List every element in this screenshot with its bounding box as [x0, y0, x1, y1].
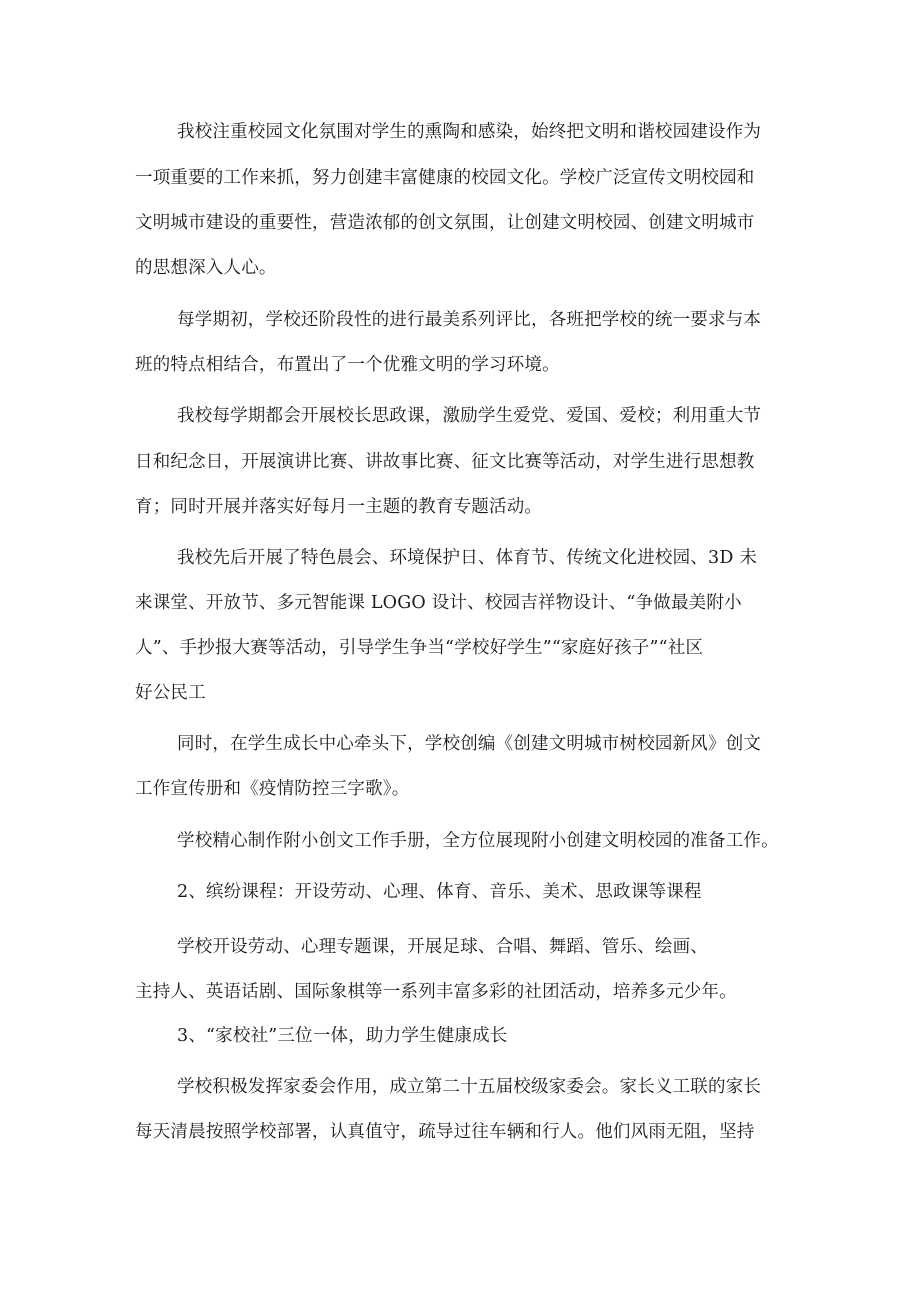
paragraph-7-line-2: 主持人、英语话剧、国际象棋等一系列丰富多彩的社团活动，培养多元少年。: [135, 982, 737, 1002]
section-heading-2: 2、缤纷课程：开设劳动、心理、体育、音乐、美术、思政课等课程: [177, 882, 702, 902]
paragraph-2-line-1: 每学期初，学校还阶段性的进行最美系列评比，各班把学校的统一要求与本: [177, 310, 762, 330]
paragraph-5-line-2: 工作宣传册和《疫情防控三字歌》。: [135, 779, 410, 799]
paragraph-5-line-1: 同时，在学生成长中心牵头下，学校创编《创建文明城市树校园新风》创文: [177, 734, 762, 754]
paragraph-4-line-4: 好公民工: [135, 683, 206, 703]
paragraph-4-line-1: 我校先后开展了特色晨会、环境保护日、体育节、传统文化进校园、3D 未: [177, 548, 758, 568]
paragraph-1-line-1: 我校注重校园文化氛围对学生的熏陶和感染，始终把文明和谐校园建设作为: [177, 122, 762, 142]
paragraph-7-line-1: 学校开设劳动、心理专题课，开展足球、合唱、舞蹈、管乐、绘画、: [177, 937, 708, 957]
paragraph-4-line-3: 人”、手抄报大赛等活动，引导学生争当“学校好学生”“家庭好孩子”“社区: [135, 638, 704, 658]
paragraph-2-line-2: 班的特点相结合，布置出了一个优雅文明的学习环境。: [135, 355, 560, 375]
paragraph-4-line-2: 来课堂、开放节、多元智能课 LOGO 设计、校园吉祥物设计、“争做最美附小: [135, 593, 742, 613]
paragraph-3-line-3: 育；同时开展并落实好每月一主题的教育专题活动。: [135, 497, 543, 517]
paragraph-8-line-2: 每天清晨按照学校部署，认真值守，疏导过往车辆和行人。他们风雨无阻，坚持: [135, 1122, 755, 1142]
paragraph-6-line-1: 学校精心制作附小创文工作手册，全方位展现附小创建文明校园的准备工作。: [177, 831, 779, 851]
paragraph-1-line-2: 一项重要的工作来抓，努力创建丰富健康的校园文化。学校广泛宣传文明校园和: [135, 168, 755, 188]
paragraph-1-line-4: 的思想深入人心。: [135, 258, 277, 278]
paragraph-8-line-1: 学校积极发挥家委会作用，成立第二十五届校级家委会。家长义工联的家长: [177, 1077, 762, 1097]
section-heading-3: 3、“家校社”三位一体，助力学生健康成长: [177, 1026, 508, 1046]
paragraph-3-line-2: 日和纪念日，开展演讲比赛、讲故事比赛、征文比赛等活动，对学生进行思想教: [135, 452, 755, 472]
paragraph-3-line-1: 我校每学期都会开展校长思政课，激励学生爱党、爱国、爱校；利用重大节: [177, 406, 762, 426]
paragraph-1-line-3: 文明城市建设的重要性，营造浓郁的创文氛围，让创建文明校园、创建文明城市: [135, 213, 755, 233]
